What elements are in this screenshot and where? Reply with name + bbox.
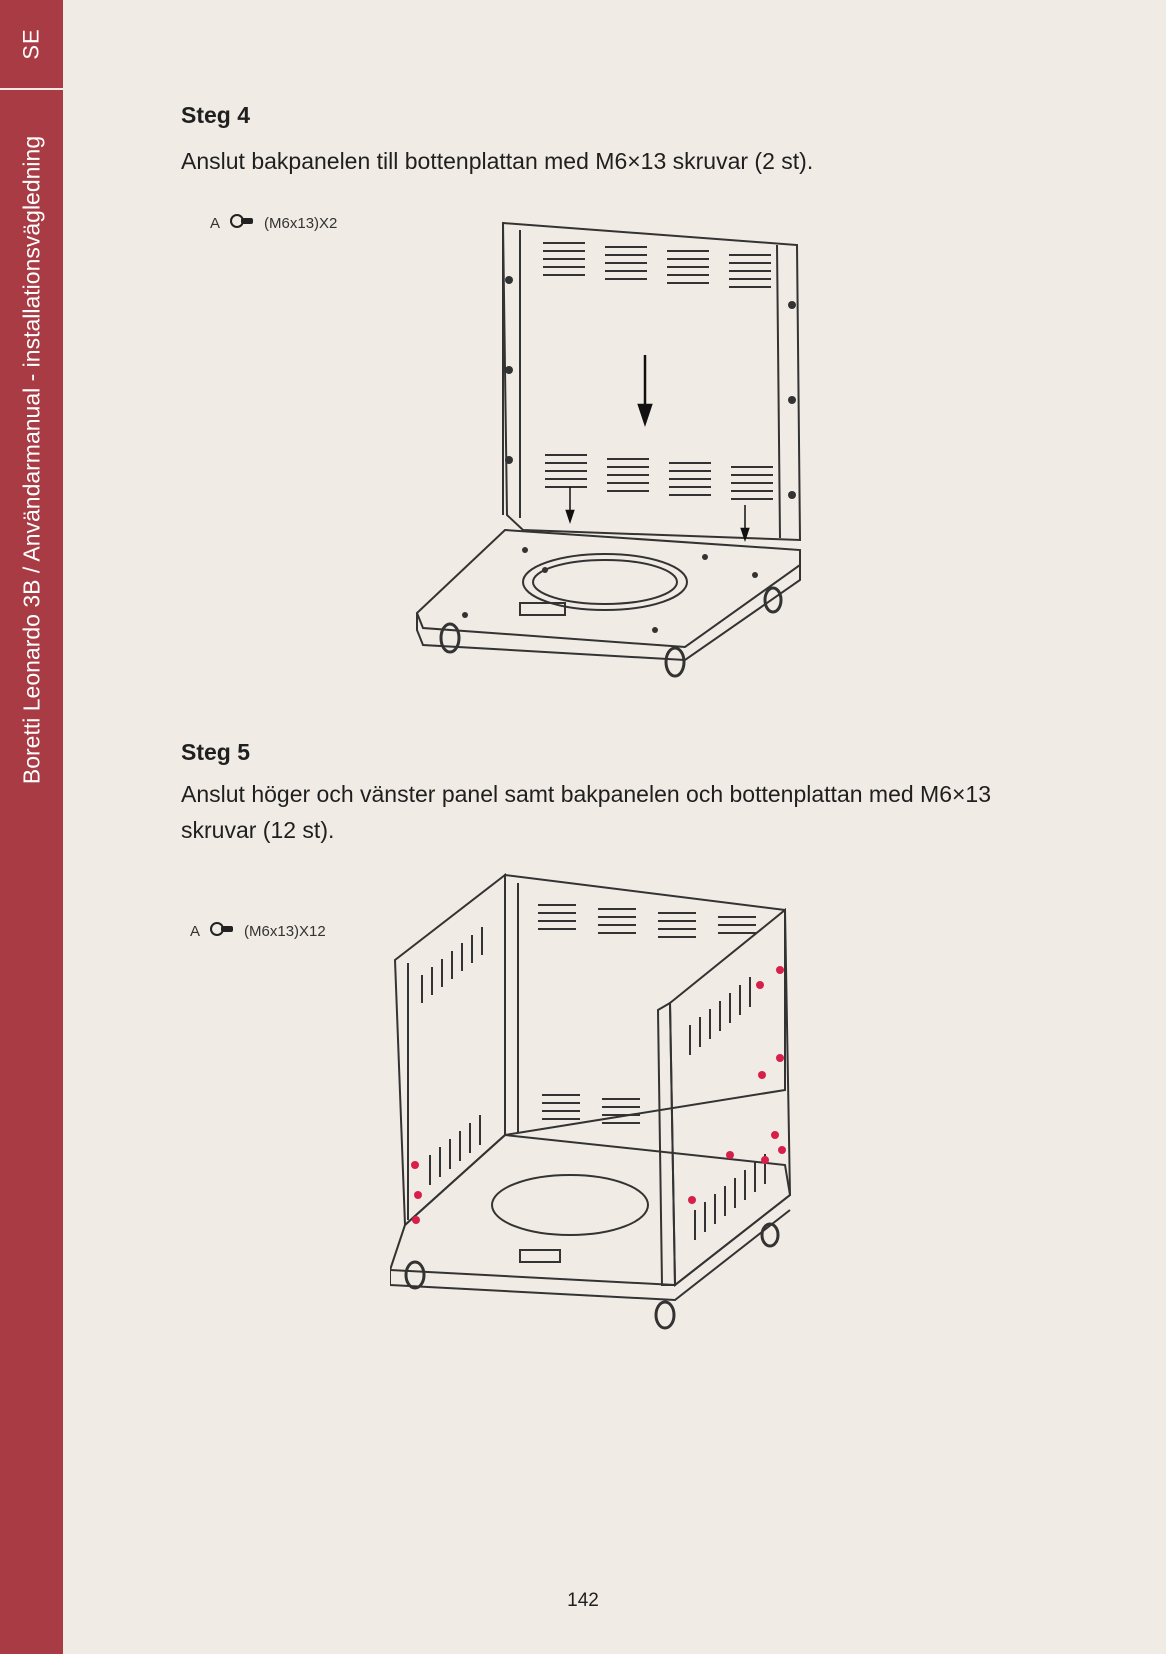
language-label: SE xyxy=(18,28,44,60)
step-5-part-label: A xyxy=(190,922,201,940)
step-4-heading: Steg 4 xyxy=(181,102,251,128)
step-5-text: Anslut höger och vänster panel samt bakpanelen och bottenplattan med M6×13 skruvar (12 st). xyxy=(181,781,992,843)
step-4-text: Anslut bakpanelen till bottenplattan med M6×13 skruvar (2 st). xyxy=(181,148,814,174)
sidebar xyxy=(0,0,63,1654)
step-4-diagram xyxy=(405,215,815,680)
screw-icon xyxy=(230,213,254,233)
step-4-part-label: A xyxy=(210,214,221,232)
screw-icon xyxy=(210,921,234,941)
language-tab xyxy=(0,0,63,90)
step-4-part-spec: (M6x13)X2 xyxy=(264,214,338,232)
manual-title: Boretti Leonardo 3B / Användarmanual - installationsvägledning xyxy=(18,135,44,785)
step-5-diagram xyxy=(390,865,810,1340)
page-number: 142 xyxy=(567,1590,599,1611)
step-5-part-spec: (M6x13)X12 xyxy=(244,922,326,940)
manual-title-wrapper xyxy=(0,100,63,820)
step-4-parts xyxy=(210,213,337,233)
step-5-parts xyxy=(190,921,326,941)
step-5-heading: Steg 5 xyxy=(181,739,251,765)
